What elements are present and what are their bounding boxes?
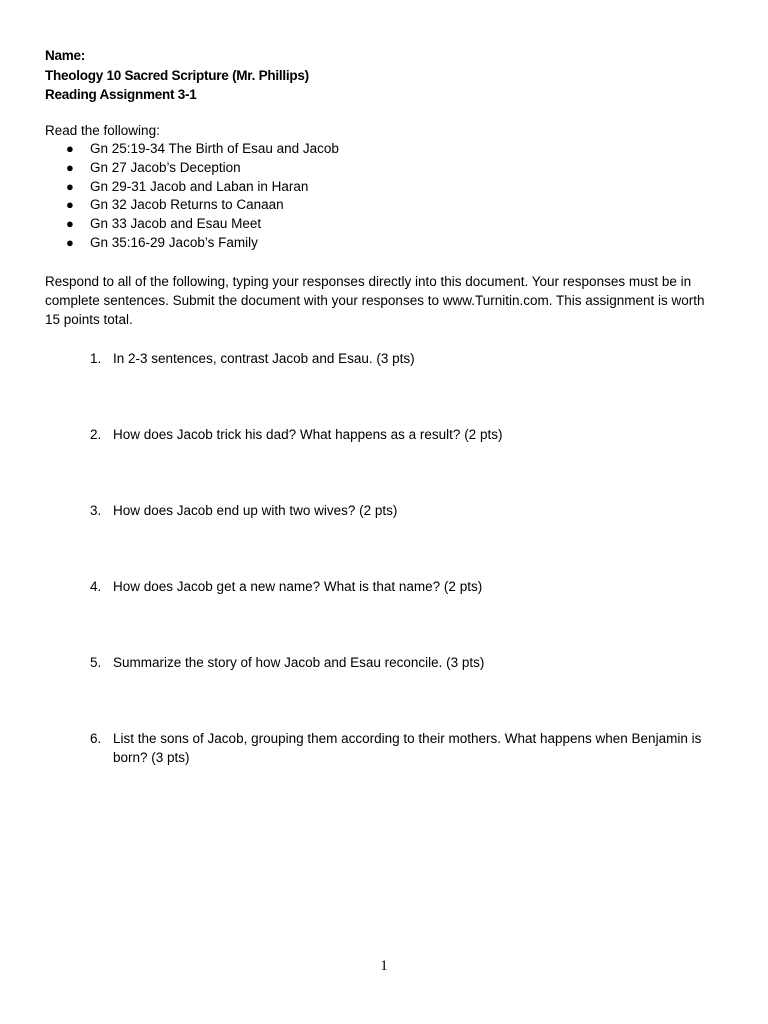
reading-item bbox=[45, 140, 725, 159]
reading-item-text: Gn 25:19-34 The Birth of Esau and Jacob bbox=[90, 141, 339, 156]
question-item bbox=[45, 577, 725, 596]
reading-list bbox=[45, 140, 725, 253]
reading-item bbox=[45, 234, 725, 253]
question-text: How does Jacob trick his dad? What happens as a result? (2 pts) bbox=[113, 426, 503, 442]
question-item bbox=[45, 653, 725, 672]
assignment-title: Reading Assignment 3-1 bbox=[45, 87, 197, 102]
name-label: Name: bbox=[45, 48, 86, 63]
page-number: 1 bbox=[380, 958, 388, 974]
question-number: 4. bbox=[90, 578, 102, 594]
bullet-icon: ● bbox=[66, 197, 74, 213]
question-number: 3. bbox=[90, 502, 102, 518]
reading-item bbox=[45, 215, 725, 234]
question-list bbox=[45, 349, 725, 767]
bullet-icon: ● bbox=[66, 216, 74, 232]
reading-intro: Read the following: bbox=[45, 122, 160, 138]
question-text: List the sons of Jacob, grouping them according to their mothers. What happens when Benjamin is born? (3 pts) bbox=[113, 730, 702, 765]
reading-item-text: Gn 35:16-29 Jacob’s Family bbox=[90, 234, 258, 250]
question-text: How does Jacob get a new name? What is that name? (2 pts) bbox=[113, 578, 483, 594]
question-text: Summarize the story of how Jacob and Esau reconcile. (3 pts) bbox=[113, 654, 485, 670]
bullet-icon: ● bbox=[66, 234, 74, 250]
bullet-icon: ● bbox=[66, 141, 74, 156]
reading-item-text: Gn 33 Jacob and Esau Meet bbox=[90, 216, 262, 232]
question-number: 5. bbox=[90, 654, 102, 670]
reading-item-text: Gn 29-31 Jacob and Laban in Haran bbox=[90, 178, 309, 194]
question-item bbox=[45, 349, 725, 368]
reading-item-text: Gn 27 Jacob’s Deception bbox=[90, 159, 241, 175]
reading-item bbox=[45, 159, 725, 178]
course-title: Theology 10 Sacred Scripture (Mr. Phillips) bbox=[45, 67, 309, 83]
question-item bbox=[45, 501, 725, 520]
question-item bbox=[45, 425, 725, 444]
document-page bbox=[45, 46, 725, 767]
question-number: 2. bbox=[90, 426, 102, 442]
question-text: In 2-3 sentences, contrast Jacob and Esau. (3 pts) bbox=[113, 350, 415, 366]
bullet-icon: ● bbox=[66, 159, 74, 175]
question-text: How does Jacob end up with two wives? (2 pts) bbox=[113, 502, 398, 518]
question-number: 6. bbox=[90, 730, 102, 746]
question-item bbox=[45, 729, 725, 767]
reading-item bbox=[45, 178, 725, 197]
reading-item bbox=[45, 196, 725, 215]
bullet-icon: ● bbox=[66, 178, 74, 194]
instructions-paragraph: Respond to all of the following, typing your responses directly into this document. Your responses must be in complete sentences. Submit the document with your responses to www.Turnitin.com. This assignment is worth 15 points total. bbox=[45, 273, 705, 327]
reading-item-text: Gn 32 Jacob Returns to Canaan bbox=[90, 197, 284, 213]
question-number: 1. bbox=[90, 350, 102, 366]
